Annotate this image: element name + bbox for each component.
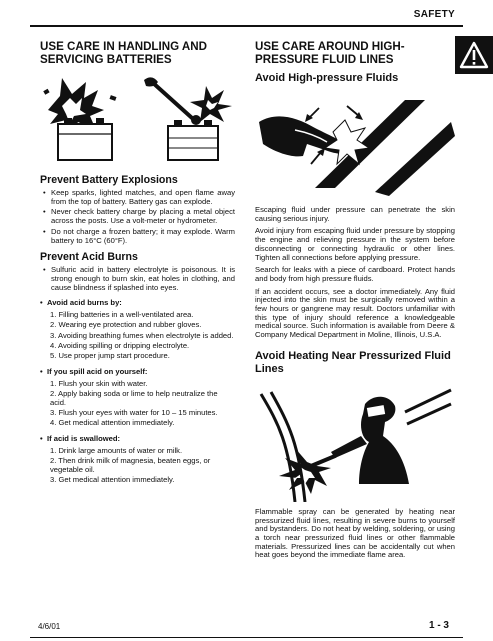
explosions-title: Prevent Battery Explosions — [40, 174, 178, 186]
header-rule — [30, 25, 463, 27]
page-number: 1 - 3 — [428, 620, 449, 631]
footer-date: 4/6/01 — [38, 622, 61, 631]
list-item: 5. Use proper jump start procedure. — [50, 351, 170, 361]
warning-tab — [455, 36, 493, 74]
spill-list — [40, 380, 235, 428]
list-item: 1. Flush your skin with water. — [50, 378, 148, 388]
right-column — [255, 40, 455, 560]
paragraph: Escaping fluid under pressure can penetrate the skin causing serious injury. — [255, 205, 455, 223]
avoid-subheading: • Avoid acid burns by: — [40, 299, 235, 308]
list-item: 3. Avoiding breathing fumes when electrolyte is added. — [50, 330, 234, 340]
footer-rule — [30, 637, 463, 638]
paragraph: Search for leaks with a piece of cardboard. Protect hands and body from high pressure fluids. — [255, 265, 455, 283]
heating-fluid-lines-illustration — [255, 384, 455, 502]
list-item: • Never check battery charge by placing a metal object across the posts. Use a volt-meter or hydrometer. — [40, 208, 235, 225]
burns-intro — [40, 266, 235, 292]
paragraph: Avoid injury from escaping fluid under pressure by stopping the engine and relieving pressure in the system before disconnecting or connecting hydraulic or other lines. Tighten all connections before applying pressure. — [255, 226, 455, 262]
section-title: SAFETY — [413, 9, 455, 20]
burns-title: Prevent Acid Burns — [40, 251, 138, 264]
list-item: 3. Get medical attention immediately. — [50, 474, 175, 484]
warning-triangle-icon — [459, 41, 489, 69]
list-item: • Keep sparks, lighted matches, and open flame away from the top of battery. Battery gas can explode. — [40, 189, 235, 206]
list-item: 4. Avoiding spilling or dripping electrolyte. — [50, 340, 190, 350]
list-item: • Do not charge a frozen battery; it may explode. Warm battery to 16°C (60°F). — [40, 228, 235, 245]
battery-section-title: USE CARE IN HANDLING AND SERVICING BATTERIES — [40, 40, 208, 66]
list-item: 3. Flush your eyes with water for 10 – 15 minutes. — [50, 407, 218, 417]
list-item: 2. Wearing eye protection and rubber gloves. — [50, 320, 202, 330]
high-pressure-illustration — [255, 92, 455, 198]
left-column — [40, 40, 235, 486]
list-item: 2. Apply baking soda or lime to help neutralize the acid. — [50, 388, 218, 407]
heat-body: Flammable spray can be generated by heating near pressurized fluid lines, resulting in severe burns to yourself and bystanders. Do not heat by welding, soldering, or using a torch near pressurized fluid lines or other flammable materials. Pressurized lines can be accidentally cut when heat goes beyond the immediate flame area. — [255, 506, 455, 560]
heat-title: Avoid Heating Near Pressurized Fluid Lines — [255, 349, 451, 375]
list-item: • Sulfuric acid in battery electrolyte is poisonous. It is strong enough to burn skin, eat holes in clothing, and cause blindness if splashed into eyes. — [40, 266, 235, 292]
spill-subheading: • If you spill acid on yourself: — [40, 368, 235, 377]
hp-title: Avoid High-pressure Fluids — [255, 72, 399, 84]
swallow-subheading: • If acid is swallowed: — [40, 435, 235, 444]
paragraph: If an accident occurs, see a doctor immediately. Any fluid injected into the skin must be surgically removed within a few hours or gangrene may result. Doctors unfamiliar with this type of injury should reference a knowledgeable medical source. Such information is available from Deere & Company Medical Department in Moline, Illinois, U.S.A. — [255, 286, 455, 340]
list-item: 2. Then drink milk of magnesia, beaten eggs, or vegetable oil. — [50, 455, 211, 474]
avoid-list — [40, 311, 235, 361]
explosions-list — [40, 189, 235, 245]
list-item: 1. Filling batteries in a well-ventilated area. — [50, 310, 194, 320]
list-item: 4. Get medical attention immediately. — [50, 418, 175, 428]
hp-body — [255, 206, 455, 340]
battery-explosion-illustration — [40, 76, 235, 168]
swallow-list — [40, 447, 235, 485]
list-item: 1. Drink large amounts of water or milk. — [50, 445, 183, 455]
fluid-section-title: USE CARE AROUND HIGH-PRESSURE FLUID LINES — [255, 40, 405, 66]
